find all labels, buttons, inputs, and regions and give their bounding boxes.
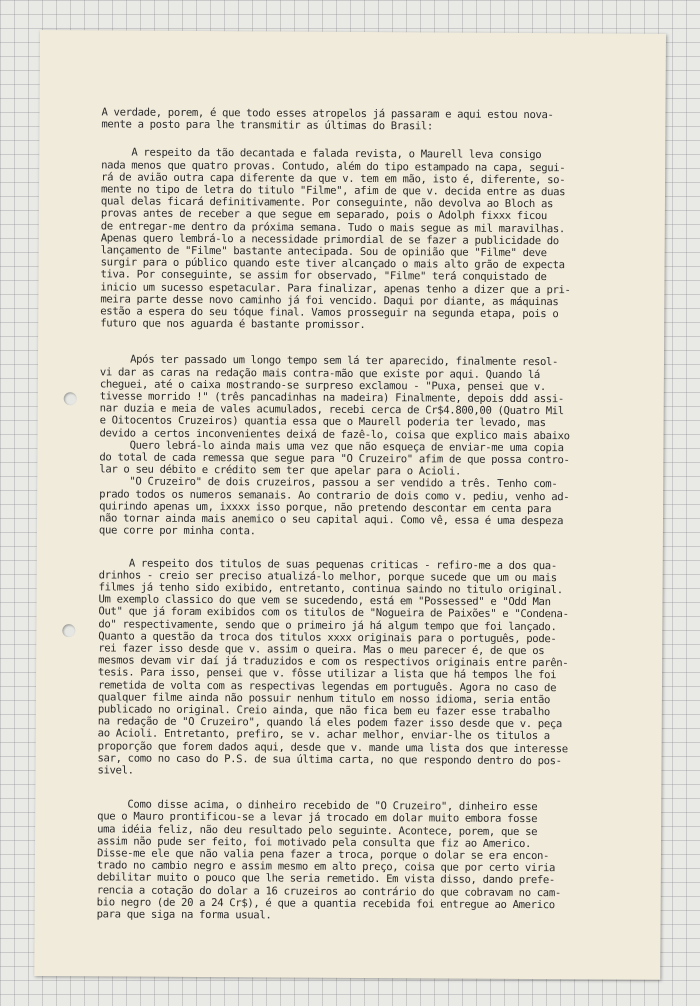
typed-line: provas antes de receber a que segue em separado, pois o Adolph fixxx ficou — [100, 207, 547, 223]
typed-line: Como disse acima, o dinheiro recebido de "O Cruzeiro", dinheiro esse — [97, 798, 538, 814]
typed-line: na redação de "O Cruzeiro", quando lá eles podem fazer isso desde que v. peça — [97, 715, 562, 731]
typed-line: que corre por minha conta. — [98, 524, 256, 538]
typed-line: que o Mauro prontificou-se a levar já trocado em dolar muito embora fosse — [97, 810, 538, 826]
letter-paragraph — [97, 799, 658, 924]
typed-line: do" respectivamente, sendo que o primeiro já há algum tempo que foi lançado. — [98, 617, 557, 633]
punch-hole — [64, 392, 77, 405]
typed-line: rei fazer isso desde que v. assim o queira. Mas o meu parecer é, de que os — [98, 642, 545, 658]
typed-line: trado no cambio negro e assim mesmo em alto preço, coisa que por certo viria — [96, 859, 556, 875]
typed-line: para que siga na forma usual. — [96, 908, 272, 922]
typed-line: tiva. Por conseguinte, se assim for observado, "Filme" terá conquistado de — [100, 268, 547, 284]
typed-line: futuro que nos aguarda é bastante promissor. — [100, 317, 366, 332]
typed-line: quirindo apenas um, ixxxx isso porque, não pretendo descontar em centa para — [99, 500, 552, 516]
punch-hole — [62, 624, 75, 637]
typed-line: meira parte desse novo caminho já foi vencido. Daqui por diante, as máquinas — [100, 293, 559, 309]
typed-line: mente no tipo de letra do titulo "Filme", afim de que v. decida entre as duas — [100, 183, 566, 199]
typed-line: A respeito dos titulos de suas pequenas criticas - refiro-me a dos qua- — [98, 556, 557, 572]
typed-line: ao Acioli. Entretanto, prefiro, se v. achar melhor, enviar-lhe os titulos a — [97, 727, 550, 743]
typed-line: Um exemplo classico do que vem se sucedendo, está em "Possessed" e "Odd Man — [98, 593, 551, 609]
typed-line: Out" que já foram exibidos com os titulos de "Nogueira de Paixões" e "Condena- — [98, 605, 569, 621]
typed-line: mente a posto para lhe transmitir as últimas do Brasil: — [101, 118, 434, 133]
letter-paragraph — [101, 106, 661, 134]
typed-line: Disse-me ele que não valia pena fazer a troca, porque o dolar se era encon- — [96, 847, 550, 863]
typed-line: mesmos devam vir daí já traduzidos e com os respectivos originais entre parên- — [98, 654, 569, 670]
typed-line: qual delas ficará definitivamente. Por conseguinte, não devolva ao Bloch as — [100, 195, 554, 211]
typed-line: Quero lebrá-lo ainda mais uma vez que não esqueça de enviar-me uma copia — [99, 439, 564, 455]
typed-line: lar o seu débito e crédito sem ter que apelar para o Acioli. — [99, 463, 462, 478]
typed-line: assim não pude ser feito, foi motivado pela consulta que fiz ao Americo. — [97, 835, 532, 850]
typed-line: drinhos - creio ser preciso atualizá-lo melhor, porque sucede que um ou mais — [98, 569, 557, 584]
typed-line: cheguei, até o caixa mostrando-se surpreso exclamou - "Puxa, pensei que v. — [99, 378, 546, 393]
typed-line: remetida de volta com as respectivas legendas em português. Agora no caso de — [97, 678, 557, 694]
typed-line: sar, como no caso do P.S. de sua última carta, no que respondo dentro do pos- — [97, 752, 562, 767]
typed-line: do total de cada remessa que segue para "O Cruzeiro" afim de que possa contro- — [99, 451, 570, 467]
typed-line: de entregar-me dentro da próxima semana. Tudo o mais segue as mil maravilhas. — [100, 220, 565, 235]
typed-line: uma idéia feliz, não deu resultado pelo seguinte. Acontece, porem, que se — [97, 822, 538, 838]
letter-paragraph — [99, 354, 660, 540]
typed-line: sivel. — [97, 764, 134, 777]
typed-line: tivesse morrido !" (três pancadinhas na madeira) Finalmente, depois ddd assi- — [99, 390, 564, 406]
typed-line: não tornar ainda mais anemico o seu capital aqui. Como vê, essa é uma despeza — [98, 512, 564, 528]
typed-line: vi dar as caras na redação mais contra-mão que existe por aqui. Quando lá — [99, 366, 540, 381]
typed-line: prado todos os numeros semanais. Ao contrario de dois como v. pediu, venho ad- — [99, 488, 570, 503]
typed-line: Após ter passado um longo tempo sem lá ter aparecido, finalmente resol- — [99, 353, 559, 369]
typed-line: proporção que forem dados aqui, desde que v. mande uma lista dos que interesse — [97, 739, 568, 755]
typed-line: publicado no original. Creio ainda, que não fica bem eu fazer esse trabalho — [97, 703, 550, 719]
typed-line: "O Cruzeiro" de dois cruzeiros, passou a ser vendido a três. Tenho com- — [99, 475, 558, 491]
letter-paragraph — [97, 557, 658, 780]
typed-line: nar duzia e meia de vales acumulados, recebi cerca de Cr$4.800,00 (Quatro Mil — [99, 402, 564, 418]
typed-line: A respeito da tão decantada e falada revista, o Maurell leva consigo — [101, 146, 542, 162]
typed-line: inicio um sucesso espetacular. Para finalizar, apenas tenho a dizer que a pri- — [100, 281, 571, 296]
typed-line: nada menos que quatro provas. Contudo, além do tipo estampado na capa, segui- — [101, 158, 566, 174]
typed-line: filmes já tenho sido exibido, entretanto, continua saindo no titulo original. — [98, 581, 563, 597]
typed-line: rencia a cotação do dolar a 16 cruzeiros ao contrário do que cobravam no cam- — [96, 883, 561, 899]
typed-line: estão a espera do seu tóque final. Vamos prosseguir na segunda etapa, pois o — [100, 305, 559, 321]
letter-page — [34, 30, 666, 980]
typed-line: Apenas quero lembrá-lo a necessidade primordial de se fazer a publicidade do — [100, 232, 559, 248]
typed-line: debilitar muito o pouco que lhe seria remetido. Em vista disso, dando prefe- — [96, 871, 555, 887]
typed-line: devido a certos inconvenientes deixá de fazê-lo, coisa que explico mais abaixo — [99, 427, 570, 442]
typed-line: surgir para o público quando este tiver alcançado o mais alto grão de expecta — [100, 256, 565, 272]
typed-line: lançamento de "Filme" bastante antecipada. Sou de opinião que "Filme" deve — [100, 244, 547, 260]
letter-paragraph — [100, 147, 661, 333]
typed-line: qualquer filme ainda não possuir nenhum titulo em nosso idioma, seria então — [97, 691, 551, 706]
typed-line: bio negro (de 20 a 24 Cr$), é que a quantia recebida foi entregue ao Americo — [96, 896, 555, 911]
typed-line: Quanto a questão da troca dos titulos xxxx originais para o português, pode- — [98, 630, 557, 645]
typed-line: e Oitocentos Cruzeiros) quantia essa que o Maurell poderia ter levado, mas — [99, 414, 546, 430]
typed-line: tesis. Para isso, pensei que v. fôsse utilizar a lista que há tempos lhe foi — [98, 666, 557, 682]
letter-body — [97, 106, 662, 924]
typed-line: rá de avião outra capa diferente da que v. tem em mão, isto é, diferente, so- — [101, 171, 566, 187]
typed-line: A verdade, porem, é que todo esses atropelos já passaram e aqui estou nova- — [101, 106, 554, 122]
